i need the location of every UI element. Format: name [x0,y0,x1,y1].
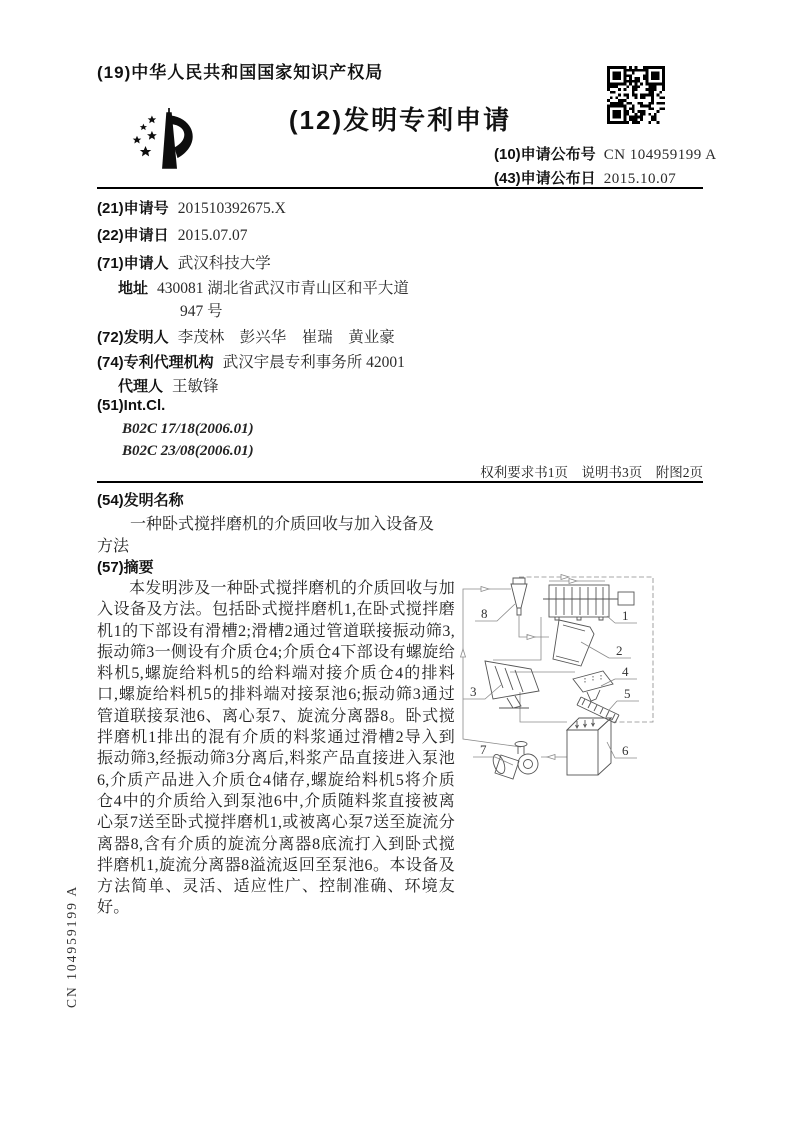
figure-label-7: 7 [480,742,487,757]
invention-title-label: (54)发明名称 [97,492,184,509]
abstract-label: (57)摘要 [97,559,154,576]
figure-label-2: 2 [616,643,623,658]
publication-info [494,143,717,191]
agent-value: 王敏锋 [172,378,219,395]
body-divider [97,481,703,483]
logo-shapes [133,108,193,169]
qr-code-graphic [607,66,665,124]
agency-row [97,350,405,372]
applicant-row [97,251,271,273]
applicant-label: (71)申请人 [97,255,169,272]
office-name: (19)中华人民共和国国家知识产权局 [97,63,384,82]
int-cl-row [97,397,165,415]
invention-title-line2: 方法 [97,538,130,555]
document-type-title: (12)发明专利申请 [288,105,512,135]
publication-number-label: (10)申请公布号 [494,146,596,163]
inventors-row [97,325,395,347]
qr-code [607,66,665,124]
invention-title-line1: 一种卧式搅拌磨机的介质回收与加入设备及 [130,516,435,533]
figure-label-6: 6 [622,743,629,758]
application-number-label: (21)申请号 [97,200,169,217]
abstract-figure-graphic [455,558,705,808]
int-cl-label: (51)Int.Cl. [97,397,166,414]
publication-number-value: CN 104959199 A [603,147,717,163]
address-label: 地址 [118,280,149,297]
abstract-figure [455,558,705,808]
agency-label: (74)专利代理机构 [97,354,214,371]
figure-label-5: 5 [624,686,631,701]
application-number-row [97,197,286,218]
publication-date-value: 2015.10.07 [603,171,677,187]
publication-number-row [494,143,717,167]
address-value-line1: 430081 湖北省武汉市青山区和平大道 [157,280,409,297]
figure-equipment [485,578,634,779]
figure-label-8: 8 [481,606,488,621]
agency-value: 武汉宇晨专利事务所 42001 [222,354,405,371]
figure-label-3: 3 [470,684,477,699]
pages-note: 权利要求书1页 说明书3页 附图2页 [480,465,703,480]
inventors-value: 李茂林 彭兴华 崔瑞 黄业豪 [177,329,395,346]
int-cl-entry-1 [122,421,254,438]
int-cl-code-2: B02C 23/08(2006.01) [122,443,254,459]
inventors-label: (72)发明人 [97,329,169,346]
address-value-line2: 947 号 [180,303,223,320]
figure-label-1: 1 [622,608,629,623]
abstract-text: 本发明涉及一种卧式搅拌磨机的介质回收与加入设备及方法。包括卧式搅拌磨机1,在卧式搅拌磨机1的下部设有滑槽2;滑槽2通过管道联接振动筛3,振动筛3一侧设有介质仓4;介质仓4下部设有螺旋给料机5,螺旋给料机5的给料端对接介质仓4的排料口,螺旋给料机5的排料端对接泵池6;振动筛3通过管道联接泵池6、离心泵7、旋流分离器8。卧式搅拌磨机1排出的混有介质的料浆通过滑槽2导入到振动筛3,经振动筛3分离后,料浆产品直接进入泵池6,介质产品进入介质仓4储存,螺旋给料机5将介质仓4中的介质给入到泵池6中,介质随料浆直接被离心泵7送至卧式搅拌磨机1,或被离心泵7送至旋流分离器8,含有介质的旋流分离器8底流打入到卧式搅拌磨机1,旋流分离器8溢流返回至泵池6。本设备及方法简单、灵活、适应性广、控制准确、环境友好。 [97,580,456,917]
agent-row [118,374,219,396]
application-number-value: 201510392675.X [177,200,286,217]
filing-date-value: 2015.07.07 [177,227,248,244]
filing-date-label: (22)申请日 [97,227,169,244]
int-cl-entry-2 [122,443,254,460]
agent-label: 代理人 [118,378,164,395]
header-divider [97,187,703,189]
address-row-2 [180,299,223,321]
address-row [118,276,409,298]
applicant-value: 武汉科技大学 [177,255,271,272]
figure-label-4: 4 [622,664,629,679]
publication-date-label: (43)申请公布日 [494,170,596,187]
int-cl-code-1: B02C 17/18(2006.01) [122,421,254,437]
filing-date-row [97,224,247,245]
side-publication-code: CN 104959199 A [64,884,79,1008]
